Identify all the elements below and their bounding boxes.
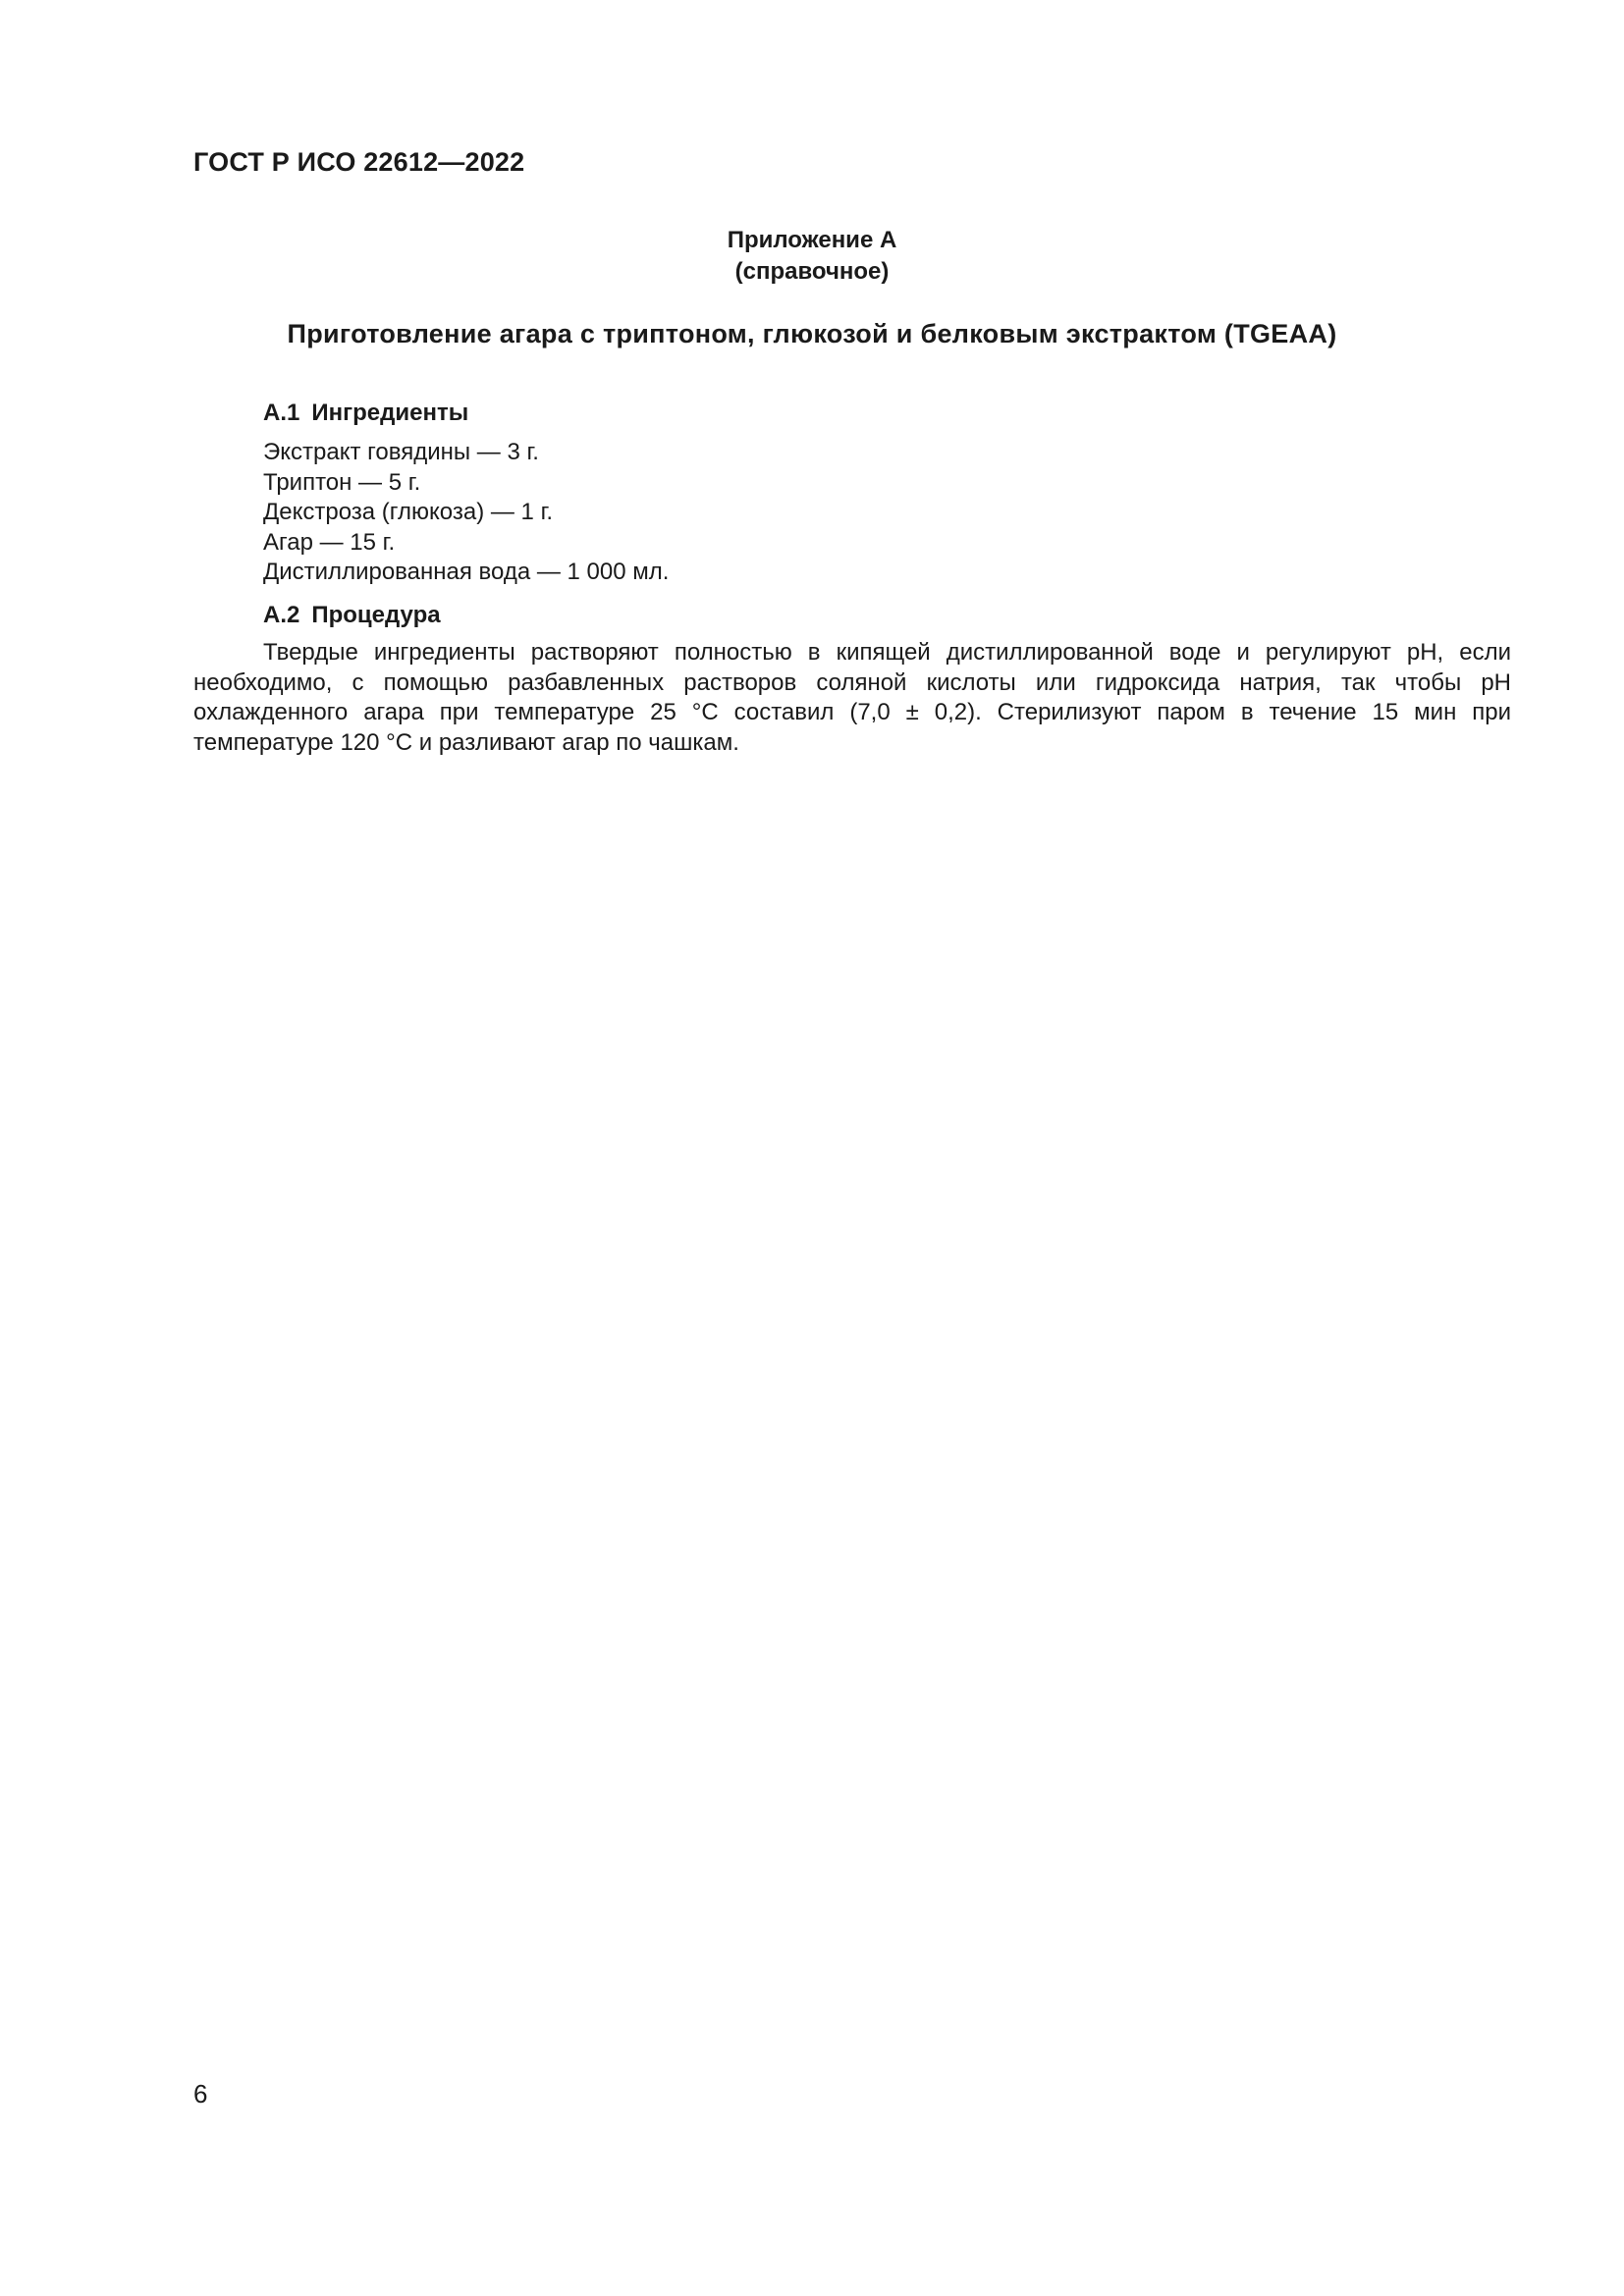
ingredient-item: Триптон — 5 г.: [263, 468, 421, 496]
procedure-paragraph: Твердые ингредиенты растворяют полностью в кипящей дистиллированной воде и регулируют рН, если необходимо, с помощью разбавленных растворов соляной кислоты или гидроксида натрия, так чтобы рН охлажденного агара при температуре 25 °С составил (7,0 ± 0,2). Стерилизуют паром в течение 15 мин при температуре 120 °С и разливают агар по чашкам.: [193, 639, 1511, 756]
ingredient-item: Экстракт говядины — 3 г.: [263, 439, 539, 465]
ingredient-item: Агар — 15 г.: [263, 528, 396, 556]
page-number: 6: [193, 2079, 208, 2109]
section-title: Ингредиенты: [311, 400, 469, 426]
section-heading-procedure: [263, 602, 441, 629]
annex-label: Приложение А: [727, 227, 897, 253]
ingredient-item: Дистиллированная вода — 1 000 мл.: [263, 559, 670, 585]
document-header: ГОСТ Р ИСО 22612—2022: [193, 147, 525, 177]
section-heading-ingredients: [263, 400, 468, 427]
annex-label-block: [0, 225, 1624, 288]
ingredients-list: [263, 438, 669, 588]
annex-title: Приготовление агара с триптоном, глюкозой и белковым экстрактом (TGEAA): [287, 319, 1337, 348]
section-number: А.1: [263, 400, 300, 426]
annex-status: (справочное): [734, 258, 890, 285]
ingredient-item: Декстроза (глюкоза) — 1 г.: [263, 499, 554, 525]
section-title: Процедура: [311, 602, 441, 628]
section-number: А.2: [263, 602, 300, 628]
